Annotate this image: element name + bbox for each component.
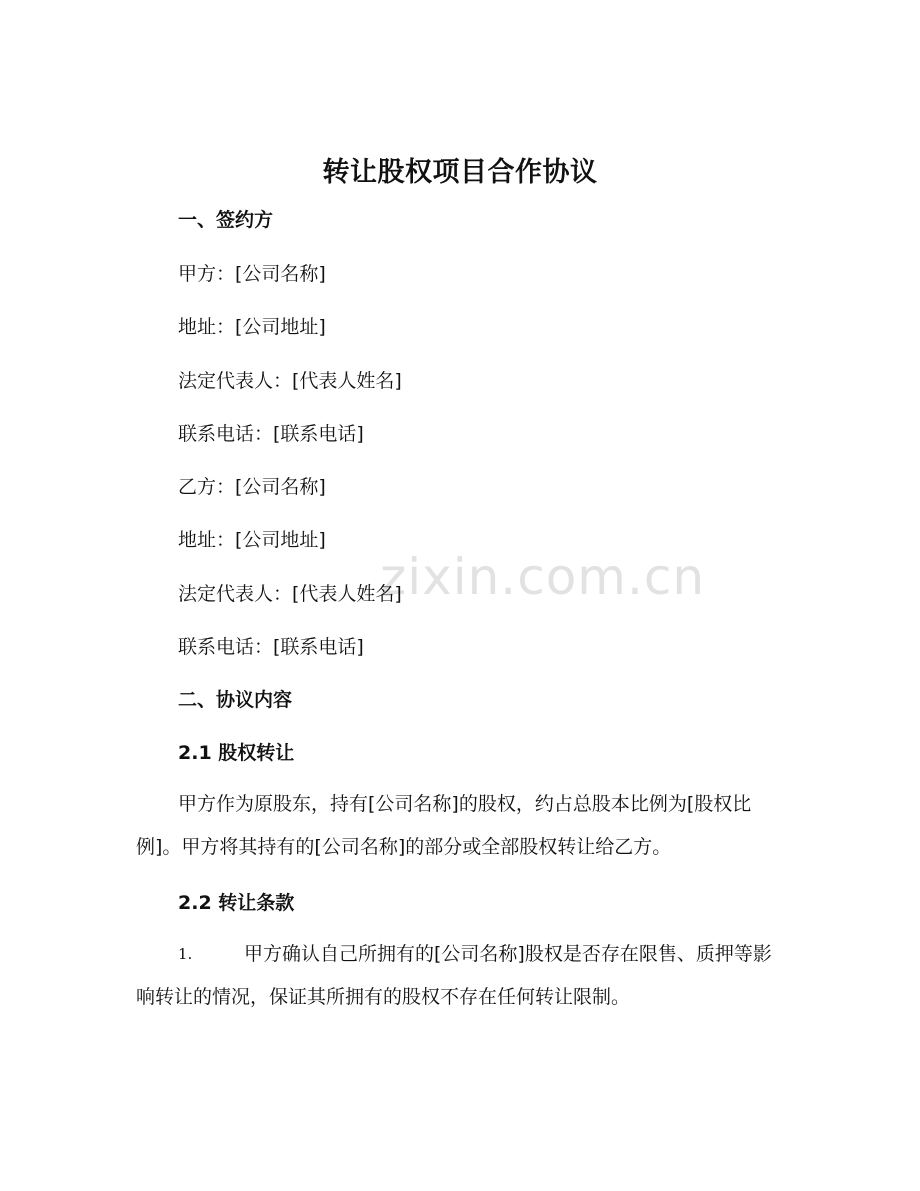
subsection-heading-terms: 2.2 转让条款 — [178, 892, 295, 914]
party-a-representative: 法定代表人：[代表人姓名] — [178, 370, 402, 392]
party-b-address: 地址：[公司地址] — [178, 529, 326, 551]
list-item-text: 甲方确认自己所拥有的[公司名称]股权是否存在限售、质押等影响转让的情况，保证其所拥有的股权不存在任何转让限制。 — [136, 943, 772, 1008]
transfer-paragraph — [136, 783, 786, 869]
list-item — [136, 933, 786, 1019]
party-a-address: 地址：[公司地址] — [178, 316, 326, 338]
party-b-representative: 法定代表人：[代表人姓名] — [178, 583, 402, 605]
party-b-name: 乙方：[公司名称] — [178, 476, 326, 498]
section-heading-parties: 一、签约方 — [178, 209, 274, 231]
watermark: zixin.com.cn — [380, 548, 706, 606]
party-a-phone: 联系电话：[联系电话] — [178, 423, 364, 445]
section-heading-content: 二、协议内容 — [178, 689, 293, 711]
subsection-heading-transfer: 2.1 股权转让 — [178, 742, 295, 764]
document-title: 转让股权项目合作协议 — [322, 157, 598, 188]
party-a-name: 甲方：[公司名称] — [178, 263, 326, 285]
transfer-paragraph-text: 甲方作为原股东，持有[公司名称]的股权，约占总股本比例为[股权比例]。甲方将其持有的[公司名称]的部分或全部股权转让给乙方。 — [136, 793, 752, 858]
party-b-phone: 联系电话：[联系电话] — [178, 636, 364, 658]
list-item-number: 1. — [178, 945, 193, 963]
